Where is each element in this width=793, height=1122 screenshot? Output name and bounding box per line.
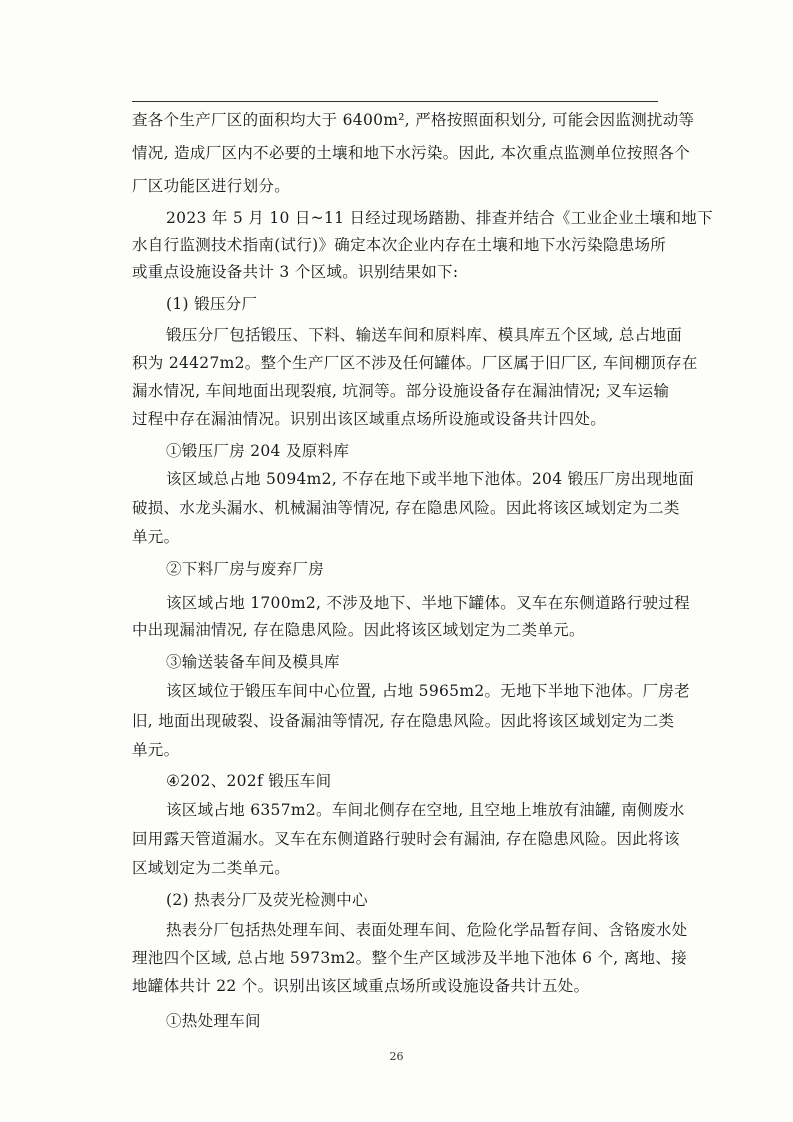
subsection-heading: ①热处理车间 (166, 1012, 261, 1030)
text-line: 破损、水龙头漏水、机械漏油等情况, 存在隐患风险。因此将该区域划定为二类 (132, 499, 680, 517)
header-rule (132, 101, 658, 102)
text-line: 漏水情况, 车间地面出现裂痕, 坑洞等。部分设施设备存在漏油情况; 叉车运输 (132, 382, 670, 400)
text-line: 该区域位于锻压车间中心位置, 占地 5965m2。无地下半地下池体。厂房老 (166, 682, 690, 700)
section-heading: (2) 热表分厂及荧光检测中心 (166, 891, 368, 909)
text-line: 锻压分厂包括锻压、下料、输送车间和原料库、模具库五个区域, 总占地面 (166, 326, 683, 344)
page-number: 26 (389, 1050, 404, 1063)
text-line: 单元。 (132, 741, 180, 759)
text-line: 水自行监测技术指南(试行)》确定本次企业内存在土壤和地下水污染隐患场所 (132, 236, 667, 254)
text-line: 热表分厂包括热处理车间、表面处理车间、危险化学品暂存间、含铬废水处 (166, 921, 688, 939)
text-line: 厂区功能区进行划分。 (132, 177, 291, 195)
text-line: 该区域占地 6357m2。车间北侧存在空地, 且空地上堆放有油罐, 南侧废水 (166, 801, 685, 819)
text-line: 积为 24427m2。整个生产厂区不涉及任何罐体。厂区属于旧厂区, 车间棚顶存在 (132, 354, 698, 372)
text-line: 或重点设施设备共计 3 个区域。识别结果如下: (132, 263, 459, 281)
text-line: 中出现漏油情况, 存在隐患风险。因此将该区域划定为二类单元。 (132, 621, 585, 639)
section-heading: (1) 锻压分厂 (166, 295, 258, 313)
text-line: 情况, 造成厂区内不必要的土壤和地下水污染。因此, 本次重点监测单位按照各个 (132, 144, 691, 162)
text-line: 该区域总占地 5094m2, 不存在地下或半地下池体。204 锻压厂房出现地面 (166, 470, 694, 488)
text-line: 区域划定为二类单元。 (132, 859, 291, 877)
text-line: 2023 年 5 月 10 日~11 日经过现场踏勘、排查并结合《工业企业土壤和地下 (166, 209, 713, 227)
text-line: 查各个生产厂区的面积均大于 6400m², 严格按照面积划分, 可能会因监测扰动等 (132, 111, 695, 129)
text-line: 地罐体共计 22 个。识别出该区域重点场所或设施设备共计五处。 (132, 977, 590, 995)
text-line: 旧, 地面出现破裂、设备漏油等情况, 存在隐患风险。因此将该区域划定为二类 (132, 712, 675, 730)
text-line: 该区域占地 1700m2, 不涉及地下、半地下罐体。叉车在东侧道路行驶过程 (166, 594, 690, 612)
subsection-heading: ①锻压厂房 204 及原料库 (166, 442, 350, 460)
subsection-heading: ②下料厂房与废弃厂房 (166, 560, 325, 578)
text-line: 单元。 (132, 528, 180, 546)
text-line: 理池四个区域, 总占地 5973m2。整个生产区域涉及半地下池体 6 个, 离地、接 (132, 949, 687, 967)
text-line: 过程中存在漏油情况。识别出该区域重点场所设施或设备共计四处。 (132, 410, 607, 428)
subsection-heading: ③输送装备车间及模具库 (166, 653, 340, 671)
text-line: 回用露天管道漏水。叉车在东侧道路行驶时会有漏油, 存在隐患风险。因此将该 (132, 830, 680, 848)
subsection-heading: ④202、202f 锻压车间 (166, 772, 332, 790)
